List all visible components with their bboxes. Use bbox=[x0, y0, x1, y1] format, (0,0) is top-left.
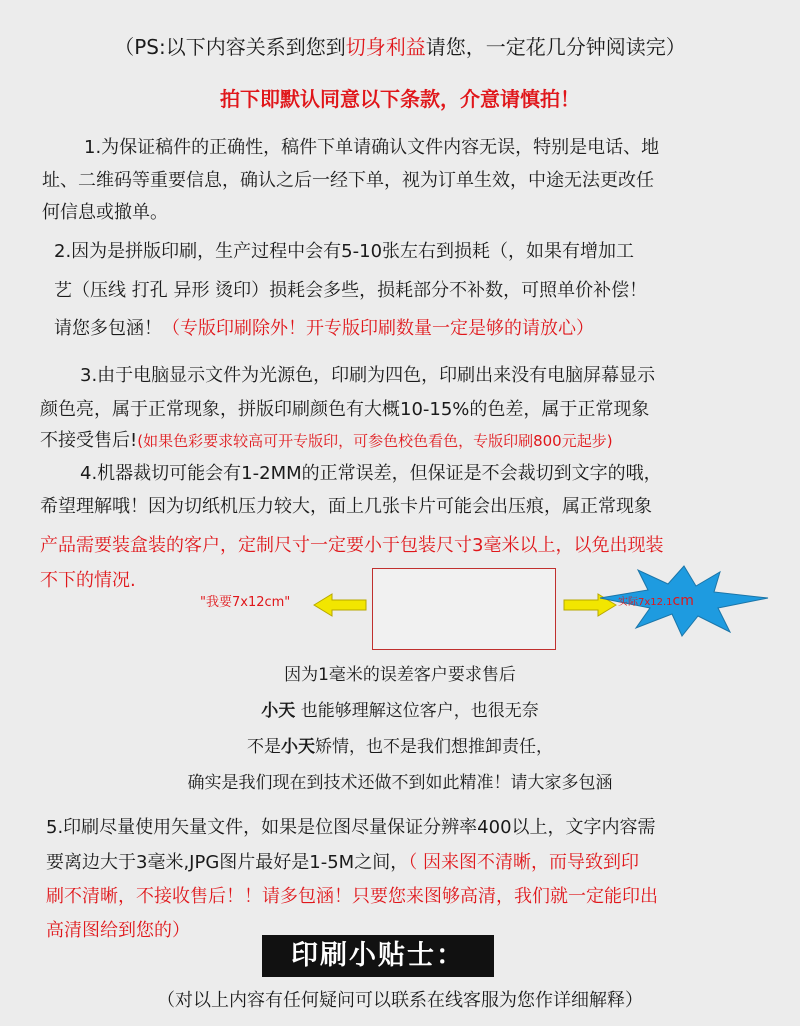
explanation-line2 bbox=[0, 698, 800, 724]
section2-line1: 2.因为是拼版印刷，生产过程中会有5-10张左右到损耗（，如果有增加工 bbox=[54, 241, 635, 262]
ps-notice-close: 请您，一定花几分钟阅读完） bbox=[425, 35, 686, 59]
section4-line4: 不下的情况. bbox=[40, 570, 136, 591]
section1-line3: 何信息或撤单。 bbox=[42, 202, 168, 223]
ps-notice bbox=[0, 34, 800, 60]
section5-line4: 高清图给到您的） bbox=[46, 920, 190, 941]
printing-tips-title: 印刷小贴士： bbox=[262, 935, 494, 977]
section2-line2: 艺（压线 打孔 异形 烫印）损耗会多些，损耗部分不补数，可照单价补偿！ bbox=[54, 280, 648, 301]
warning-heading: 拍下即默认同意以下条款，介意请慎拍！ bbox=[220, 87, 580, 111]
ps-notice-highlight: 切身利益 bbox=[345, 35, 426, 59]
explanation-line3-post: 矫情，也不是我们想推卸责任， bbox=[315, 737, 553, 757]
section1-line2: 址、二维码等重要信息，确认之后一经下单，视为订单生效，中途无法更改任 bbox=[42, 170, 654, 191]
section5-line2 bbox=[46, 850, 639, 876]
explanation-line4: 确实是我们现在到技术还做不到如此精准！请大家多包涵 bbox=[187, 773, 613, 793]
requested-size-label: "我要7x12cm" bbox=[200, 595, 291, 610]
card-size-box bbox=[372, 568, 556, 650]
section5-note-start: （ 因来图不清晰，而导致到印 bbox=[408, 852, 639, 873]
left-arrow-icon bbox=[312, 592, 368, 618]
explanation-line2-text: 也能够理解这位客户，也很无奈 bbox=[300, 701, 539, 721]
actual-size-unit: cm bbox=[672, 593, 694, 609]
section5-line3: 刷不清晰，不接收售后！！请多包涵！只要您来图够高清，我们就一定能印出 bbox=[46, 886, 658, 907]
section3-note: (如果色彩要求较高可开专版印，可参色校色看色，专版印刷800元起步) bbox=[137, 432, 613, 450]
section2-line3 bbox=[54, 316, 594, 342]
shop-name: 小天 bbox=[261, 701, 296, 721]
contact-note: （对以上内容有任何疑问可以联系在线客服为您作详细解释） bbox=[157, 990, 643, 1011]
explanation-line3 bbox=[0, 734, 800, 760]
section2-apology: 请您多包涵！ bbox=[54, 318, 162, 339]
ps-notice-open: （PS:以下内容关系到您到 bbox=[114, 35, 346, 59]
explanation-line1: 因为1毫米的误差客户要求售后 bbox=[284, 665, 516, 685]
actual-size-value: 实际7x12.1 bbox=[618, 597, 673, 608]
section5-line1: 5.印刷尽量使用矢量文件，如果是位图尽量保证分辨率400以上，文字内容需 bbox=[46, 817, 656, 838]
section3-no-aftersale: 不接受售后! bbox=[40, 430, 138, 451]
section4-line3: 产品需要装盒装的客户，定制尺寸一定要小于包装尺寸3毫米以上，以免出现装 bbox=[40, 535, 664, 556]
section2-note: （专版印刷除外！开专版印刷数量一定是够的请放心） bbox=[162, 318, 594, 339]
section5-line2-text: 要离边大于3毫米,JPG图片最好是1-5M之间， bbox=[46, 852, 409, 873]
section3-line1: 3.由于电脑显示文件为光源色，印刷为四色，印刷出来没有电脑屏幕显示 bbox=[80, 365, 656, 386]
explanation-line3-pre: 不是 bbox=[247, 737, 281, 757]
section4-line1: 4.机器裁切可能会有1-2MM的正常误差，但保证是不会裁切到文字的哦， bbox=[80, 463, 662, 484]
actual-size-label bbox=[618, 593, 694, 609]
shop-name-2: 小天 bbox=[281, 737, 315, 757]
section3-line2: 颜色亮，属于正常现象，拼版印刷颜色有大概10-15%的色差，属于正常现象 bbox=[40, 399, 650, 420]
section3-line3 bbox=[40, 428, 613, 454]
section1-line1: 1.为保证稿件的正确性，稿件下单请确认文件内容无误，特别是电话、地 bbox=[84, 137, 660, 158]
section4-line2: 希望理解哦！因为切纸机压力较大，面上几张卡片可能会出压痕，属正常现象 bbox=[40, 496, 652, 517]
